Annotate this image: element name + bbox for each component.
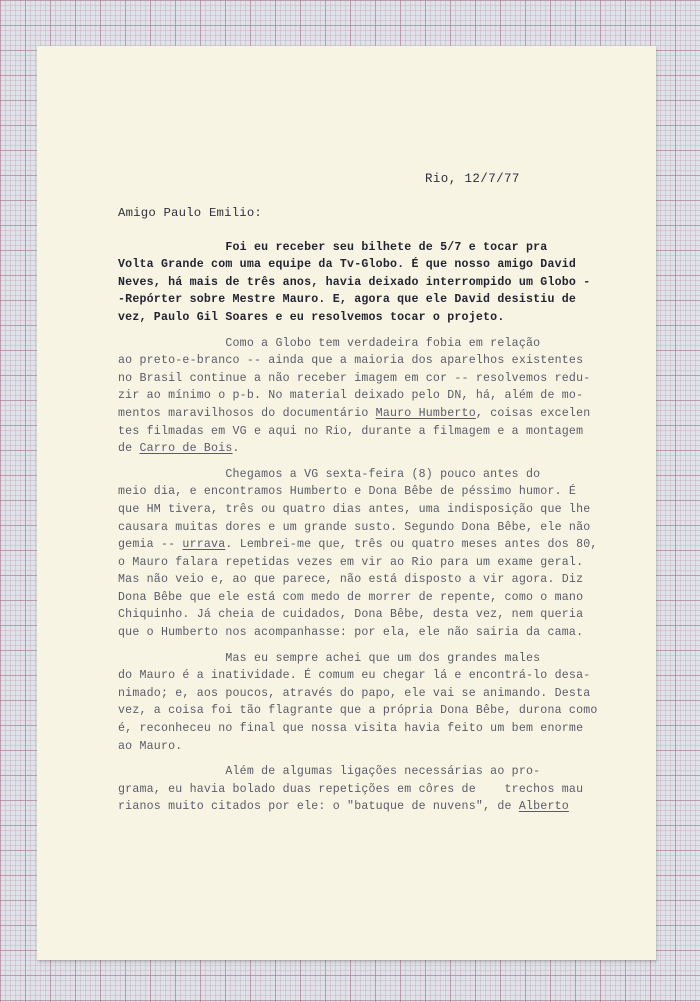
text-line: mentos maravilhosos do documentário Mauro Humberto, coisas excelen <box>118 406 591 420</box>
text-line: causara muitas dores e um grande susto. Segundo Dona Bêbe, ele não <box>118 520 591 534</box>
text-line: que o Humberto nos acompanhasse: por ela, ele não sairia da cama. <box>118 626 584 640</box>
paragraph-4 <box>118 650 638 756</box>
text-line: Mas não veio e, ao que parece, não está disposto a vir agora. Diz <box>118 573 584 587</box>
text-line: Dona Bêbe que ele está com medo de morrer de repente, como o mano <box>118 590 584 604</box>
text-line: tes filmadas em VG e aqui no Rio, durante a filmagem e a montagem <box>118 424 584 438</box>
text-line: Foi eu receber seu bilhete de 5/7 e tocar pra <box>118 240 548 254</box>
name-alberto: Alberto <box>518 800 569 814</box>
emphasis-urrava: urrava <box>182 538 226 552</box>
paragraph-5 <box>118 763 638 816</box>
text-line: nimado; e, aos poucos, através do papo, ele vai se animando. Desta <box>118 686 591 700</box>
text-line: Chiquinho. Já cheia de cuidados, Dona Bêbe, desta vez, nem queria <box>118 608 584 622</box>
text-line: Chegamos a VG sexta-feira (8) pouco antes do <box>118 467 541 481</box>
text-line: ao Mauro. <box>118 739 183 753</box>
text-line: rianos muito citados por ele: o "batuque de nuvens", de Alberto <box>118 800 569 814</box>
text-line: meio dia, e encontramos Humberto e Dona Bêbe de péssimo humor. É <box>118 485 577 499</box>
text-line: -Repórter sobre Mestre Mauro. E, agora que ele David desistiu de <box>118 293 577 307</box>
text-line: é, reconheceu no final que nossa visita havia feito um bem enorme <box>118 722 584 736</box>
text-line: Neves, há mais de três anos, havia deixado interrompido um Globo - <box>118 275 591 289</box>
letter-body <box>118 168 638 816</box>
text-line: Como a Globo tem verdadeira fobia em relação <box>118 336 541 350</box>
text-line: de Carro de Bois. <box>118 442 240 456</box>
text-line: do Mauro é a inatividade. É comum eu chegar lá e encontrá-lo desa- <box>118 669 591 683</box>
text-line: gemia -- urrava. Lembrei-me que, três ou quatro meses antes dos 80, <box>118 538 598 552</box>
film-title-mauro-humberto: Mauro Humberto <box>375 406 476 420</box>
text-line: Mas eu sempre achei que um dos grandes males <box>118 651 541 665</box>
letter-date: Rio, 12/7/77 <box>425 172 520 186</box>
text-line: Volta Grande com uma equipe da Tv-Globo. É que nosso amigo David <box>118 258 577 272</box>
text-line: ao preto-e-branco -- ainda que a maioria dos aparelhos existentes <box>118 354 584 368</box>
text-line: zir ao mínimo o p-b. No material deixado pelo DN, há, além de mo- <box>118 389 584 403</box>
text-line: grama, eu havia bolado duas repetições em côres de trechos mau <box>118 782 584 796</box>
paragraph-3 <box>118 466 638 642</box>
text-line: no Brasil continue a não receber imagem em cor -- resolvemos redu- <box>118 371 591 385</box>
letter-greeting: Amigo Paulo Emilio: <box>118 206 263 220</box>
text-line: que HM tivera, três ou quatro dias antes, uma indisposição que lhe <box>118 502 591 516</box>
text-line: Além de algumas ligações necessárias ao pro- <box>118 765 541 779</box>
paragraph-1 <box>118 239 638 327</box>
text-line: vez, a coisa foi tão flagrante que a própria Dona Bêbe, durona como <box>118 704 598 718</box>
paragraph-2 <box>118 335 638 458</box>
text-line: o Mauro falara repetidas vezes em vir ao Rio para um exame geral. <box>118 555 584 569</box>
text-line: vez, Paulo Gil Soares e eu resolvemos tocar o projeto. <box>118 310 505 324</box>
film-title-carro-de-bois: Carro de Bois <box>139 442 233 456</box>
